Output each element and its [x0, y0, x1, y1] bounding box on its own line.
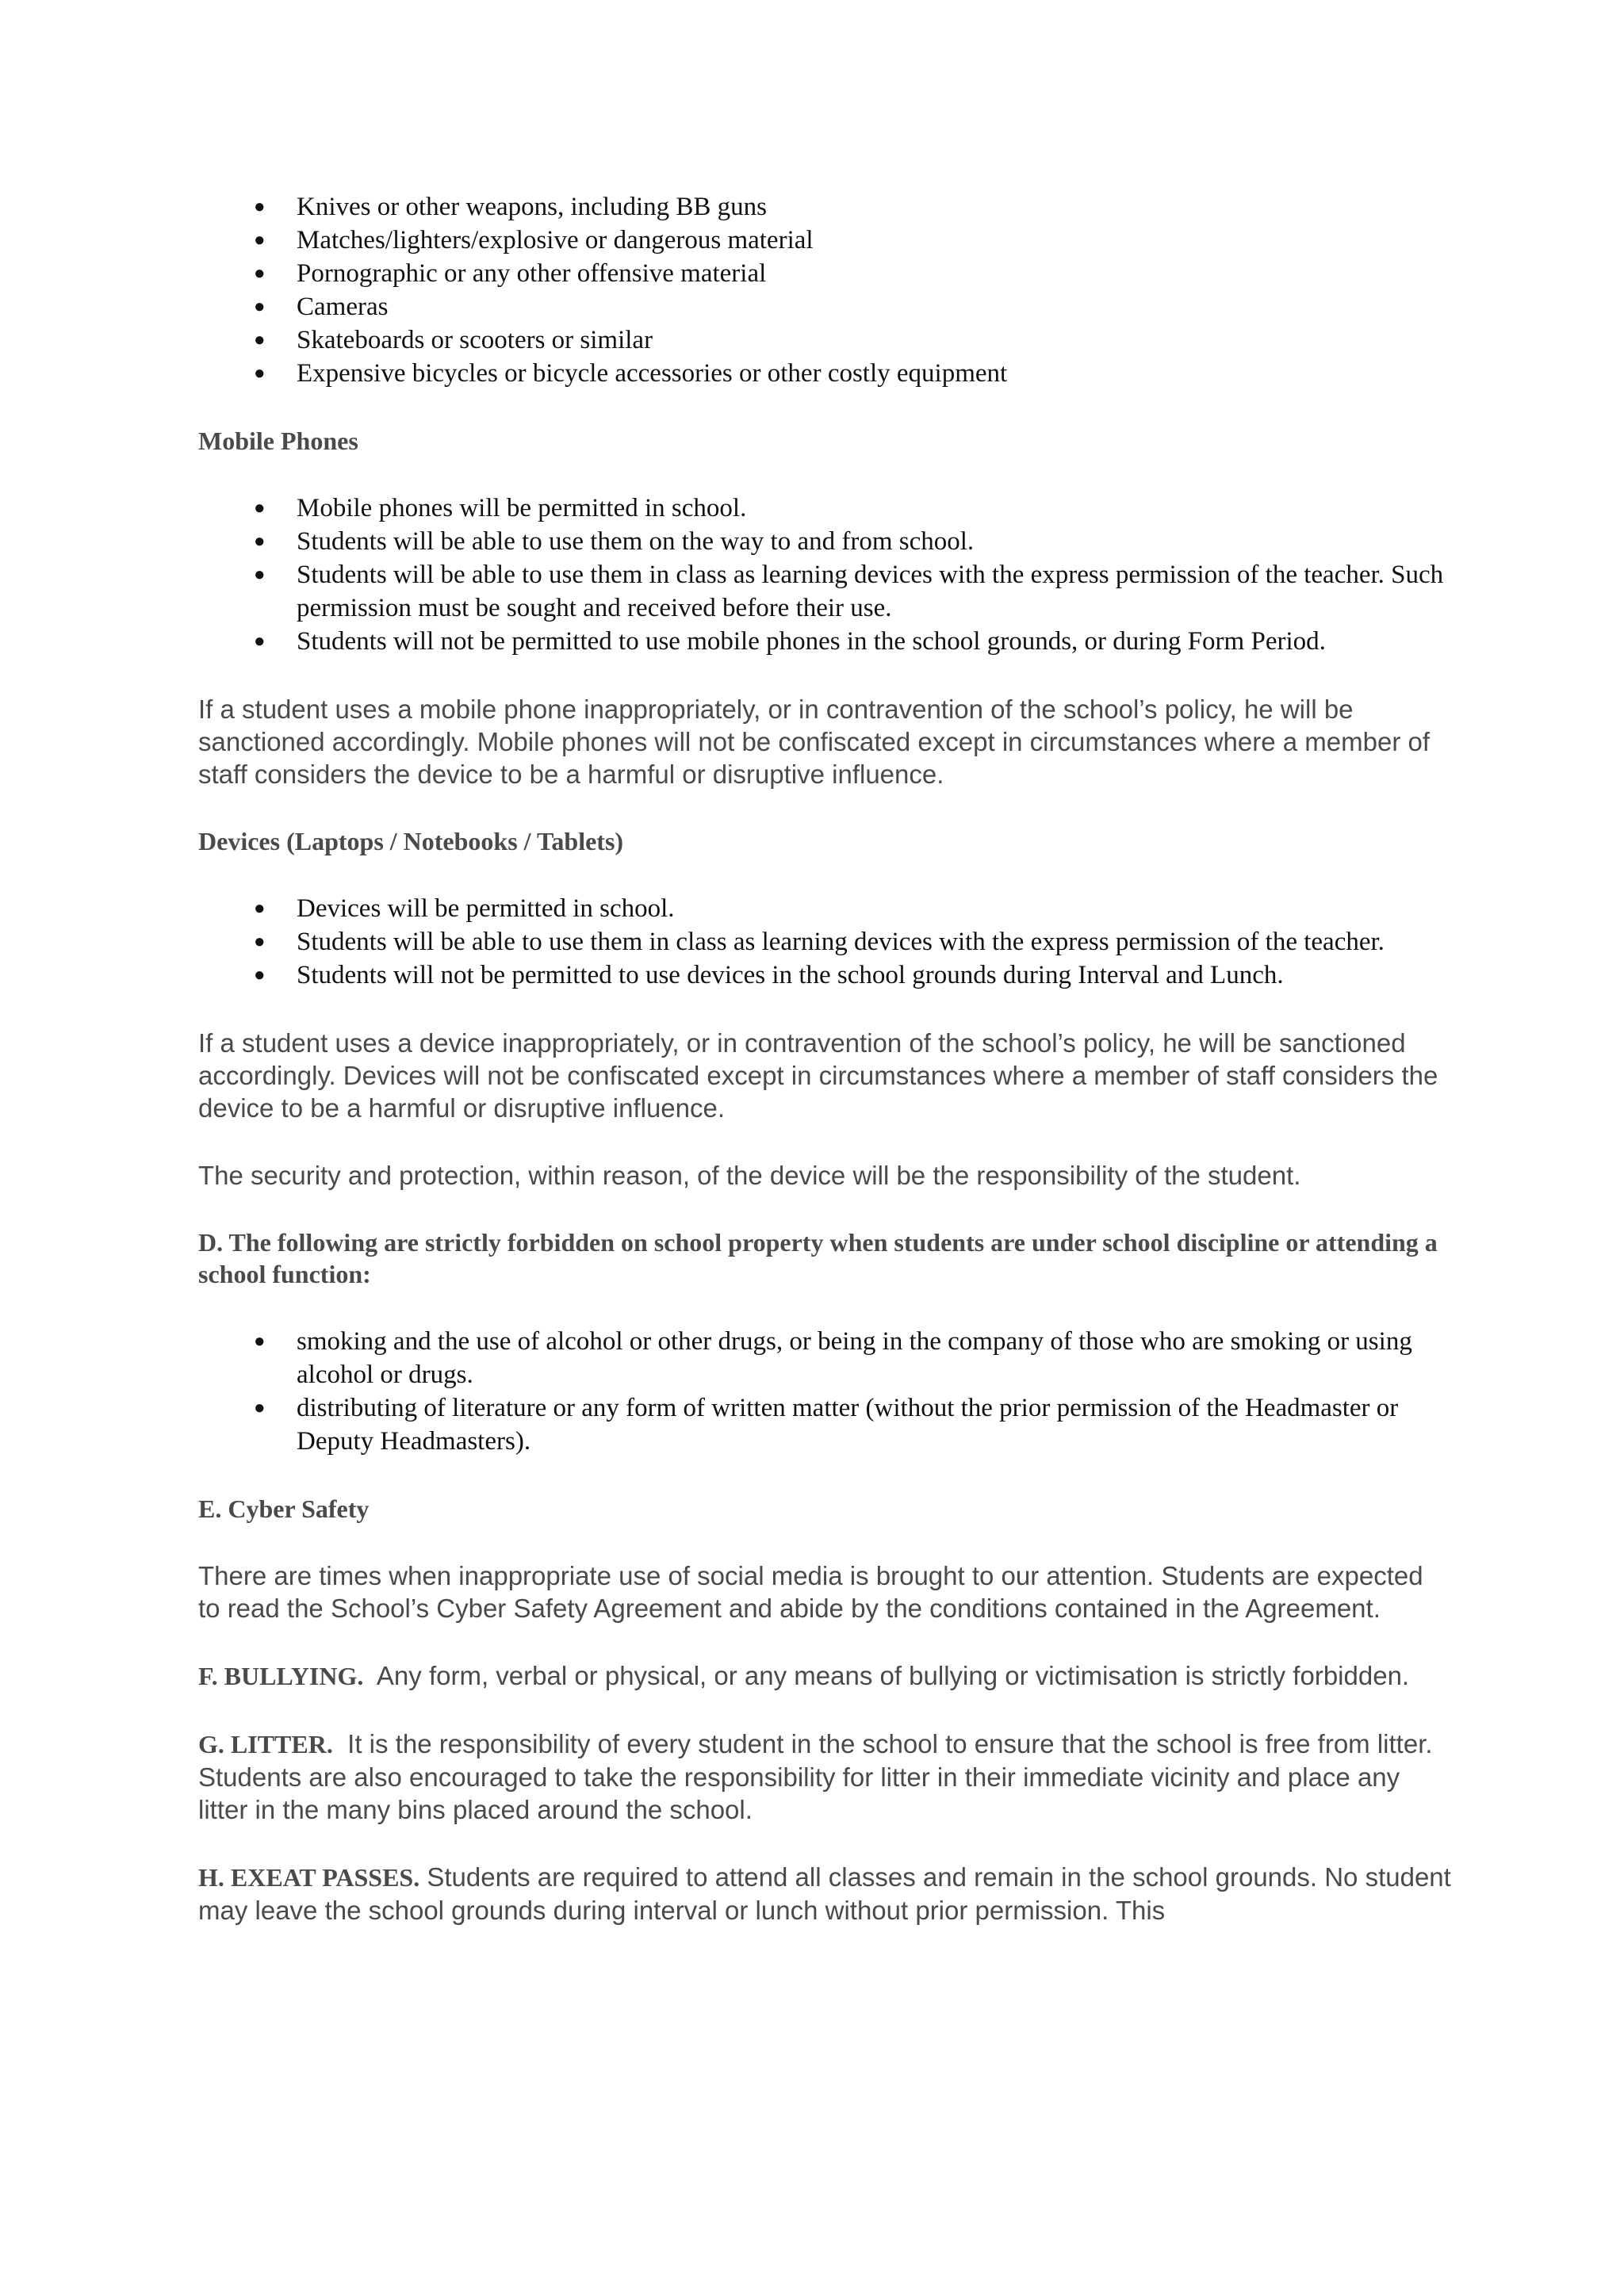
bullet-icon: ● [254, 531, 266, 552]
prohibited-items-list [198, 190, 1451, 390]
mobile-phones-list [198, 492, 1451, 658]
bullet-icon: ● [254, 263, 266, 284]
section-d-heading: D. The following are strictly forbidden on school property when students are under school discipline or attending a school function: [198, 1228, 1438, 1288]
bullet-icon: ● [254, 898, 266, 919]
section-g-label: G. LITTER. [198, 1730, 333, 1758]
list-item: ● Mobile phones will be permitted in school. [198, 492, 1451, 525]
list-item: ● Students will not be permitted to use devices in the school grounds during Interval and Lunch. [198, 959, 1451, 992]
list-item: ● Skateboards or scooters or similar [198, 323, 1451, 357]
bullet-icon: ● [254, 564, 266, 585]
section-f-label: F. BULLYING. [198, 1662, 364, 1690]
list-item: ● Devices will be permitted in school. [198, 892, 1451, 925]
bullet-icon: ● [254, 631, 266, 652]
list-item: ● Matches/lighters/explosive or dangerous material [198, 224, 1451, 257]
list-item: ● Expensive bicycles or bicycle accessories or other costly equipment [198, 357, 1451, 390]
bullet-icon: ● [254, 1398, 266, 1418]
bullet-icon: ● [254, 197, 266, 217]
section-f-text: Any form, verbal or physical, or any means of bullying or victimisation is strictly forbidden. [376, 1661, 1410, 1690]
list-item: ● Students will not be permitted to use mobile phones in the school grounds, or during Form Period. [198, 625, 1451, 658]
section-h-paragraph [198, 1861, 1451, 1927]
list-item: ● distributing of literature or any form of written matter (without the prior permission of the Headmaster or Deputy Headmasters). [198, 1391, 1451, 1458]
section-e-paragraph: There are times when inappropriate use of social media is brought to our attention. Students are expected to read the School’s Cyber Safety Agreement and abide by the conditions contained in the Agreement. [198, 1561, 1423, 1623]
section-g-paragraph [198, 1728, 1451, 1826]
bullet-icon: ● [254, 1331, 266, 1352]
list-item: ● Students will be able to use them in class as learning devices with the express permission of the teacher. Such permission must be sought and received before their use. [198, 558, 1451, 625]
section-h-text: Students are required to attend all classes and remain in the school grounds. No student may leave the school grounds during interval or lunch without prior permission. This [198, 1862, 1451, 1925]
section-e-heading: E. Cyber Safety [198, 1494, 370, 1523]
devices-paragraph: If a student uses a device inappropriately, or in contravention of the school’s policy, he will be sanctioned accordingly. Devices will not be confiscated except in circumstances where a member of staff considers the device to be a harmful or disruptive influence. [198, 1028, 1438, 1123]
bullet-icon: ● [254, 297, 266, 317]
devices-heading: Devices (Laptops / Notebooks / Tablets) [198, 827, 624, 855]
bullet-icon: ● [254, 363, 266, 384]
list-item: ● Pornographic or any other offensive material [198, 257, 1451, 290]
list-item: ● Students will be able to use them in class as learning devices with the express permission of the teacher. [198, 925, 1451, 959]
section-d-list [198, 1325, 1451, 1458]
mobile-phones-heading: Mobile Phones [198, 427, 358, 455]
section-f-paragraph [198, 1659, 1451, 1693]
bullet-icon: ● [254, 932, 266, 952]
list-item: ● Knives or other weapons, including BB guns [198, 190, 1451, 224]
list-item: ● Students will be able to use them on the way to and from school. [198, 525, 1451, 558]
bullet-icon: ● [254, 330, 266, 350]
document-page [198, 190, 1451, 1927]
bullet-icon: ● [254, 498, 266, 519]
list-item: ● Cameras [198, 290, 1451, 323]
bullet-icon: ● [254, 965, 266, 985]
section-g-text: It is the responsibility of every student in the school to ensure that the school is free from litter. Students are also encouraged to take the responsibility for litter in their immediate vicinity and place any litter in the many bins placed around the school. [198, 1729, 1433, 1824]
bullet-icon: ● [254, 230, 266, 251]
section-h-label: H. EXEAT PASSES. [198, 1863, 420, 1892]
devices-security-paragraph: The security and protection, within reason, of the device will be the responsibility of the student. [198, 1161, 1301, 1190]
list-item: ● smoking and the use of alcohol or other drugs, or being in the company of those who are smoking or using alcohol or drugs. [198, 1325, 1451, 1391]
devices-list [198, 892, 1451, 992]
mobile-phones-paragraph: If a student uses a mobile phone inappropriately, or in contravention of the school’s policy, he will be sanctioned accordingly. Mobile phones will not be confiscated except in circumstances where a member of staff considers the device to be a harmful or disruptive influence. [198, 695, 1431, 789]
